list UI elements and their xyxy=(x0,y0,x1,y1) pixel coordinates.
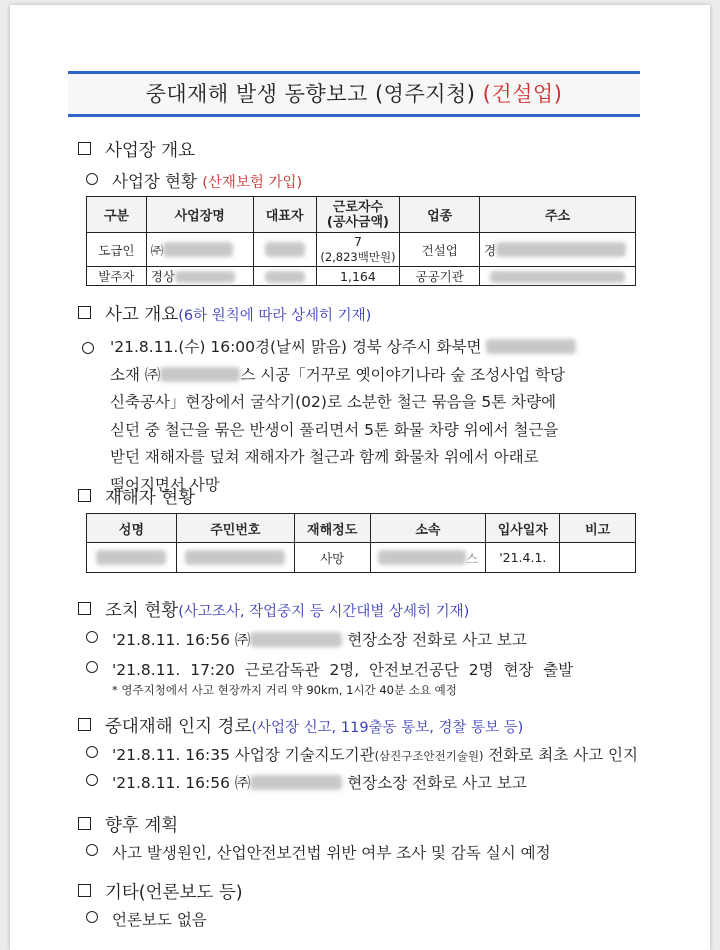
company-table-header-row xyxy=(87,197,636,233)
col-header: 구분 xyxy=(87,197,147,233)
redacted-blur xyxy=(496,242,626,257)
redacted-blur xyxy=(490,271,625,283)
company-name-cell xyxy=(146,267,253,286)
company-name-prefix: ㈜ xyxy=(150,242,164,258)
checkbox-square-icon xyxy=(78,142,91,155)
rep-cell xyxy=(253,267,316,286)
col-header: 주민번호 xyxy=(176,514,294,543)
section-recognition-note: (사업장 신고, 119출동 통보, 경찰 통보 등) xyxy=(251,720,524,736)
accident-line xyxy=(110,334,648,362)
col-header: 입사일자 xyxy=(486,514,560,543)
redacted-blur xyxy=(265,242,305,257)
col-header: 업종 xyxy=(400,197,480,233)
overview-sub-title: 사업장 현황 xyxy=(112,172,197,191)
plan-item xyxy=(86,841,551,863)
col-header: 비고 xyxy=(560,514,636,543)
victim-table-header-row xyxy=(87,514,636,543)
accident-line: 신축공사」현장에서 굴삭기(02)로 소분한 철근 묶음을 5톤 차량에 xyxy=(110,393,557,411)
section-recognition-title: 중대재해 인지 경로 xyxy=(105,717,252,737)
amount-value: (2,823백만원) xyxy=(320,250,396,264)
recognition-item xyxy=(86,743,638,765)
recognition-item-text: 현장소장 전화로 사고 보고 xyxy=(342,774,527,792)
circle-bullet-icon xyxy=(86,774,98,786)
section-etc-title: 기타(언론보도 등) xyxy=(105,883,243,903)
victim-id-cell xyxy=(176,543,294,573)
accident-line-text: 스 시공「거꾸로 옛이야기나라 숲 조성사업 학당 xyxy=(240,365,565,384)
redacted-blur xyxy=(486,339,576,354)
redacted-blur xyxy=(96,550,166,565)
redacted-blur xyxy=(160,367,240,382)
section-etc-heading xyxy=(78,879,243,904)
victim-hire-date-cell: '21.4.1. xyxy=(486,543,560,573)
recognition-item-text: 전화로 최초 사고 인지 xyxy=(483,746,638,764)
recognition-item-text: '21.8.11. 16:56 ㈜ xyxy=(112,774,251,792)
company-name-cell xyxy=(146,233,253,267)
workers-cell xyxy=(316,233,400,267)
section-overview-title: 사업장 개요 xyxy=(105,141,196,161)
col-header: 주소 xyxy=(480,197,636,233)
circle-bullet-icon xyxy=(82,342,94,354)
checkbox-square-icon xyxy=(78,306,91,319)
circle-bullet-icon xyxy=(86,631,98,643)
overview-subheading xyxy=(86,168,302,192)
action-item-text: '21.8.11. 17:20 근로감독관 2명, 안전보건공단 2명 현장 출발 xyxy=(112,661,574,679)
redacted-blur xyxy=(175,271,235,283)
checkbox-square-icon xyxy=(78,884,91,897)
col-header: 사업장명 xyxy=(146,197,253,233)
circle-bullet-icon xyxy=(86,844,98,856)
circle-bullet-icon xyxy=(86,746,98,758)
section-action-title: 조치 현황 xyxy=(105,601,179,621)
company-name-prefix: 경상 xyxy=(150,269,175,284)
circle-bullet-icon xyxy=(86,173,98,185)
checkbox-square-icon xyxy=(78,489,91,502)
affiliation-suffix: 스 xyxy=(465,550,478,566)
accident-line-text: '21.8.11.(수) 16:00경(날씨 맑음) 경북 상주시 화북면 xyxy=(110,338,487,356)
section-accident-heading xyxy=(78,301,371,326)
action-item-text: 현장소장 전화로 사고 보고 xyxy=(342,631,527,649)
section-action-heading xyxy=(78,597,469,622)
type-cell: 발주자 xyxy=(87,267,147,286)
victim-table xyxy=(86,513,636,573)
accident-line: 떨어지면서 사망 xyxy=(110,475,220,494)
recognition-item xyxy=(86,771,527,793)
col-header: 재해정도 xyxy=(294,514,370,543)
section-plan-title: 향후 계획 xyxy=(105,816,179,836)
action-item xyxy=(86,628,527,650)
victim-remark-cell xyxy=(560,543,636,573)
col-header: 대표자 xyxy=(253,197,316,233)
accident-line xyxy=(110,362,648,390)
report-title-main: 중대재해 발생 동향보고 (영주지청) xyxy=(145,82,483,106)
checkbox-square-icon xyxy=(78,718,91,731)
report-title-industry: (건설업) xyxy=(482,82,563,106)
workers-value: 7 xyxy=(353,234,362,249)
circle-bullet-icon xyxy=(86,661,98,673)
col-header: 근로자수 (공사금액) xyxy=(316,197,400,233)
section-accident-note: (6하 원칙에 따라 상세히 기재) xyxy=(178,308,372,324)
redacted-blur xyxy=(250,632,342,647)
victim-name-cell xyxy=(87,543,177,573)
recognition-item-org: (삼진구조안전기술원) xyxy=(374,749,484,763)
col-header: 소속 xyxy=(370,514,486,543)
industry-cell: 공공기관 xyxy=(400,267,480,286)
redacted-blur xyxy=(163,242,233,257)
section-recognition-heading xyxy=(78,713,523,738)
accident-description xyxy=(110,334,648,499)
section-action-note: (사고조사, 작업중지 등 시간대별 상세히 기재) xyxy=(178,604,470,620)
section-plan-heading xyxy=(78,812,178,837)
recognition-item-text: '21.8.11. 16:35 사업장 기술지도기관 xyxy=(112,746,375,764)
workers-cell: 1,164 xyxy=(316,267,400,286)
table-row xyxy=(87,267,636,286)
address-prefix: 경 xyxy=(484,242,497,258)
action-item-text: '21.8.11. 16:56 ㈜ xyxy=(112,631,251,649)
accident-line-text: 소재 ㈜ xyxy=(110,365,161,384)
action-item xyxy=(86,658,573,680)
report-title xyxy=(68,71,640,117)
overview-sub-note: (산재보험 가입) xyxy=(202,175,303,191)
rep-cell xyxy=(253,233,316,267)
victim-degree-cell: 사망 xyxy=(294,543,370,573)
etc-item xyxy=(86,908,207,930)
col-header: 성명 xyxy=(87,514,177,543)
industry-cell: 건설업 xyxy=(400,233,480,267)
section-accident-title: 사고 개요 xyxy=(105,305,179,325)
checkbox-square-icon xyxy=(78,817,91,830)
address-cell xyxy=(480,267,636,286)
redacted-blur xyxy=(378,550,466,565)
redacted-blur xyxy=(265,271,305,283)
table-row xyxy=(87,543,636,573)
plan-item-text: 사고 발생원인, 산업안전보건법 위반 여부 조사 및 감독 실시 예정 xyxy=(112,844,551,862)
accident-line: 싣던 중 철근을 묶은 반생이 풀리면서 5톤 화물 차량 위에서 철근을 xyxy=(110,420,559,439)
type-cell: 도급인 xyxy=(87,233,147,267)
checkbox-square-icon xyxy=(78,602,91,615)
circle-bullet-icon xyxy=(86,911,98,923)
address-cell xyxy=(480,233,636,267)
table-row xyxy=(87,233,636,267)
section-overview-heading xyxy=(78,137,195,162)
redacted-blur xyxy=(250,775,342,790)
company-table xyxy=(86,196,636,286)
action-note: * 영주지청에서 사고 현장까지 거리 약 90km, 1시간 40분 소요 예정 xyxy=(112,683,457,697)
accident-line: 받던 재해자를 덮쳐 재해자가 철근과 함께 화물차 위에서 아래로 xyxy=(110,448,539,466)
etc-item-text: 언론보도 없음 xyxy=(112,911,207,929)
victim-affiliation-cell xyxy=(370,543,486,573)
redacted-blur xyxy=(185,550,285,565)
section-victim-heading xyxy=(78,484,195,509)
section-victim-title: 재해자 현황 xyxy=(105,488,196,508)
